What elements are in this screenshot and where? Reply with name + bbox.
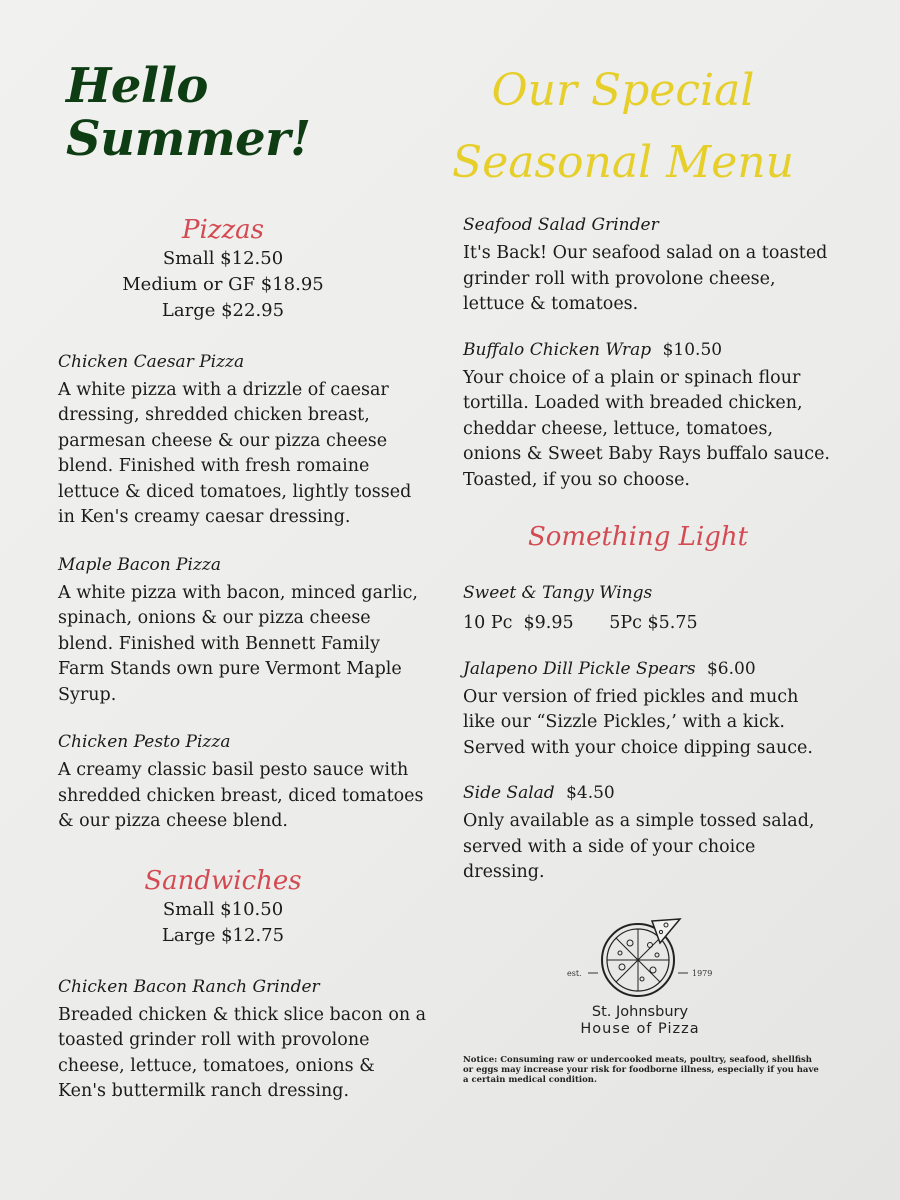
desc-line: grinder roll with provolone cheese, [463, 268, 776, 289]
pizza-price-small: Small $12.50 [162, 247, 284, 269]
item-price: $10.50 [662, 339, 723, 360]
desc-line: Your choice of a plain or spinach flour [463, 367, 801, 388]
desc-line: blend. Finished with fresh romaine [58, 456, 370, 477]
menu-item-side-salad [463, 781, 863, 886]
pizza-prices [58, 246, 388, 324]
item-name-row [463, 781, 863, 805]
sandwich-prices [58, 897, 388, 949]
logo-est: est. [567, 969, 582, 978]
menu-item-chicken-pesto-pizza [58, 730, 438, 835]
item-description [58, 378, 438, 531]
desc-line: in Ken's creamy caesar dressing. [58, 507, 351, 528]
desc-line: spinach, onions & our pizza cheese [58, 608, 371, 629]
menu-item-maple-bacon-pizza [58, 553, 438, 709]
desc-line: A white pizza with bacon, minced garlic, [58, 582, 418, 603]
desc-line: Our version of fried pickles and much [463, 686, 799, 707]
logo-name-line1: St. Johnsbury [591, 1004, 689, 1020]
menu-item-chicken-bacon-ranch-grinder [58, 975, 438, 1105]
desc-line: shredded chicken breast, diced tomatoes [58, 785, 424, 806]
item-name: Sweet & Tangy Wings [463, 583, 653, 603]
desc-line: A white pizza with a drizzle of caesar [58, 379, 389, 400]
desc-line: Ken's buttermilk ranch dressing. [58, 1081, 350, 1102]
item-name: Seafood Salad Grinder [463, 215, 659, 235]
menu-item-seafood-salad-grinder [463, 213, 863, 318]
item-name: Buffalo Chicken Wrap [463, 339, 652, 360]
item-name: Side Salad [463, 783, 555, 803]
pizza-price-large: Large $22.95 [161, 299, 285, 321]
left-column [58, 50, 438, 1105]
item-description [58, 1003, 438, 1105]
item-name: Maple Bacon Pizza [58, 554, 221, 575]
desc-line: toasted grinder roll with provolone [58, 1030, 370, 1051]
hello-summer-title: Hello Summer! [66, 58, 311, 167]
desc-line: Served with your choice dipping sauce. [463, 737, 813, 758]
item-price: $4.50 [566, 783, 615, 803]
pizza-icon [560, 915, 720, 1000]
logo-name-line2: House of Pizza [580, 1021, 700, 1037]
sandwich-price-large: Large $12.75 [161, 924, 285, 946]
desc-line: dressing. [463, 862, 545, 882]
desc-line: It's Back! Our seafood salad on a toasted [463, 243, 828, 263]
desc-line: Breaded chicken & thick slice bacon on a [58, 1004, 427, 1025]
desc-line: parmesan cheese & our pizza cheese [58, 430, 388, 451]
desc-line: cheddar cheese, lettuce, tomatoes, [463, 418, 774, 439]
menu-item-chicken-caesar-pizza [58, 350, 438, 531]
desc-line: blend. Finished with Bennett Family [58, 633, 380, 654]
menu-item-sweet-tangy-wings [463, 581, 863, 637]
special-title-line2: Seasonal Menu [452, 137, 794, 188]
item-price: $6.00 [706, 658, 756, 679]
item-description [463, 685, 863, 762]
logo-year: 1979 [692, 969, 713, 978]
special-title-line1: Our Special [491, 65, 755, 116]
desc-line: Farm Stands own pure Vermont Maple [58, 659, 402, 680]
desc-line: onions & Sweet Baby Rays buffalo sauce. [463, 444, 830, 464]
menu-item-jalapeno-dill-pickle-spears [463, 657, 863, 762]
desc-line: & our pizza cheese blend. [58, 811, 288, 832]
desc-line: served with a side of your choice [463, 836, 756, 857]
desc-line: Syrup. [58, 684, 117, 705]
item-description [463, 241, 863, 318]
desc-line: cheese, lettuce, tomatoes, onions & [58, 1055, 375, 1076]
restaurant-logo [560, 915, 720, 1040]
desc-line: lettuce & tomatoes. [463, 294, 639, 314]
item-description [463, 366, 863, 494]
item-description [58, 758, 438, 835]
sandwich-price-small: Small $10.50 [162, 898, 284, 920]
desc-line: Toasted, if you so choose. [463, 469, 690, 490]
item-name-row [463, 338, 863, 362]
item-description [58, 581, 438, 709]
item-description [463, 809, 863, 886]
desc-line: tortilla. Loaded with breaded chicken, [463, 393, 803, 413]
wings-5pc-price: 5Pc $5.75 [609, 613, 698, 633]
special-menu-title [423, 55, 823, 199]
foodborne-illness-notice: Notice: Consuming raw or undercooked meats, poultry, seafood, shellfish or eggs may increase your risk for foodborne illness, especially if you have a certain medical condition. [463, 1055, 819, 1085]
right-column [452, 50, 863, 886]
desc-line: Only available as a simple tossed salad, [463, 811, 815, 831]
wings-10pc-price: 10 Pc $9.95 [463, 613, 574, 633]
item-name-row [463, 657, 863, 681]
pizza-price-medium: Medium or GF $18.95 [122, 273, 324, 295]
sandwiches-heading: Sandwiches [144, 865, 302, 896]
desc-line: like our “Sizzle Pickles,’ with a kick. [463, 712, 785, 732]
item-name: Chicken Caesar Pizza [58, 351, 245, 372]
wing-prices [463, 611, 863, 637]
menu-item-buffalo-chicken-wrap [463, 338, 863, 494]
desc-line: lettuce & diced tomatoes, lightly tossed [58, 481, 412, 502]
desc-line: A creamy classic basil pesto sauce with [58, 760, 409, 781]
pizzas-heading: Pizzas [181, 214, 265, 245]
item-name: Chicken Pesto Pizza [58, 732, 231, 753]
item-name: Jalapeno Dill Pickle Spears [463, 658, 696, 679]
item-name: Chicken Bacon Ranch Grinder [58, 976, 320, 997]
logo-name [560, 1004, 720, 1038]
desc-line: dressing, shredded chicken breast, [58, 405, 370, 426]
something-light-heading: Something Light [527, 522, 749, 552]
